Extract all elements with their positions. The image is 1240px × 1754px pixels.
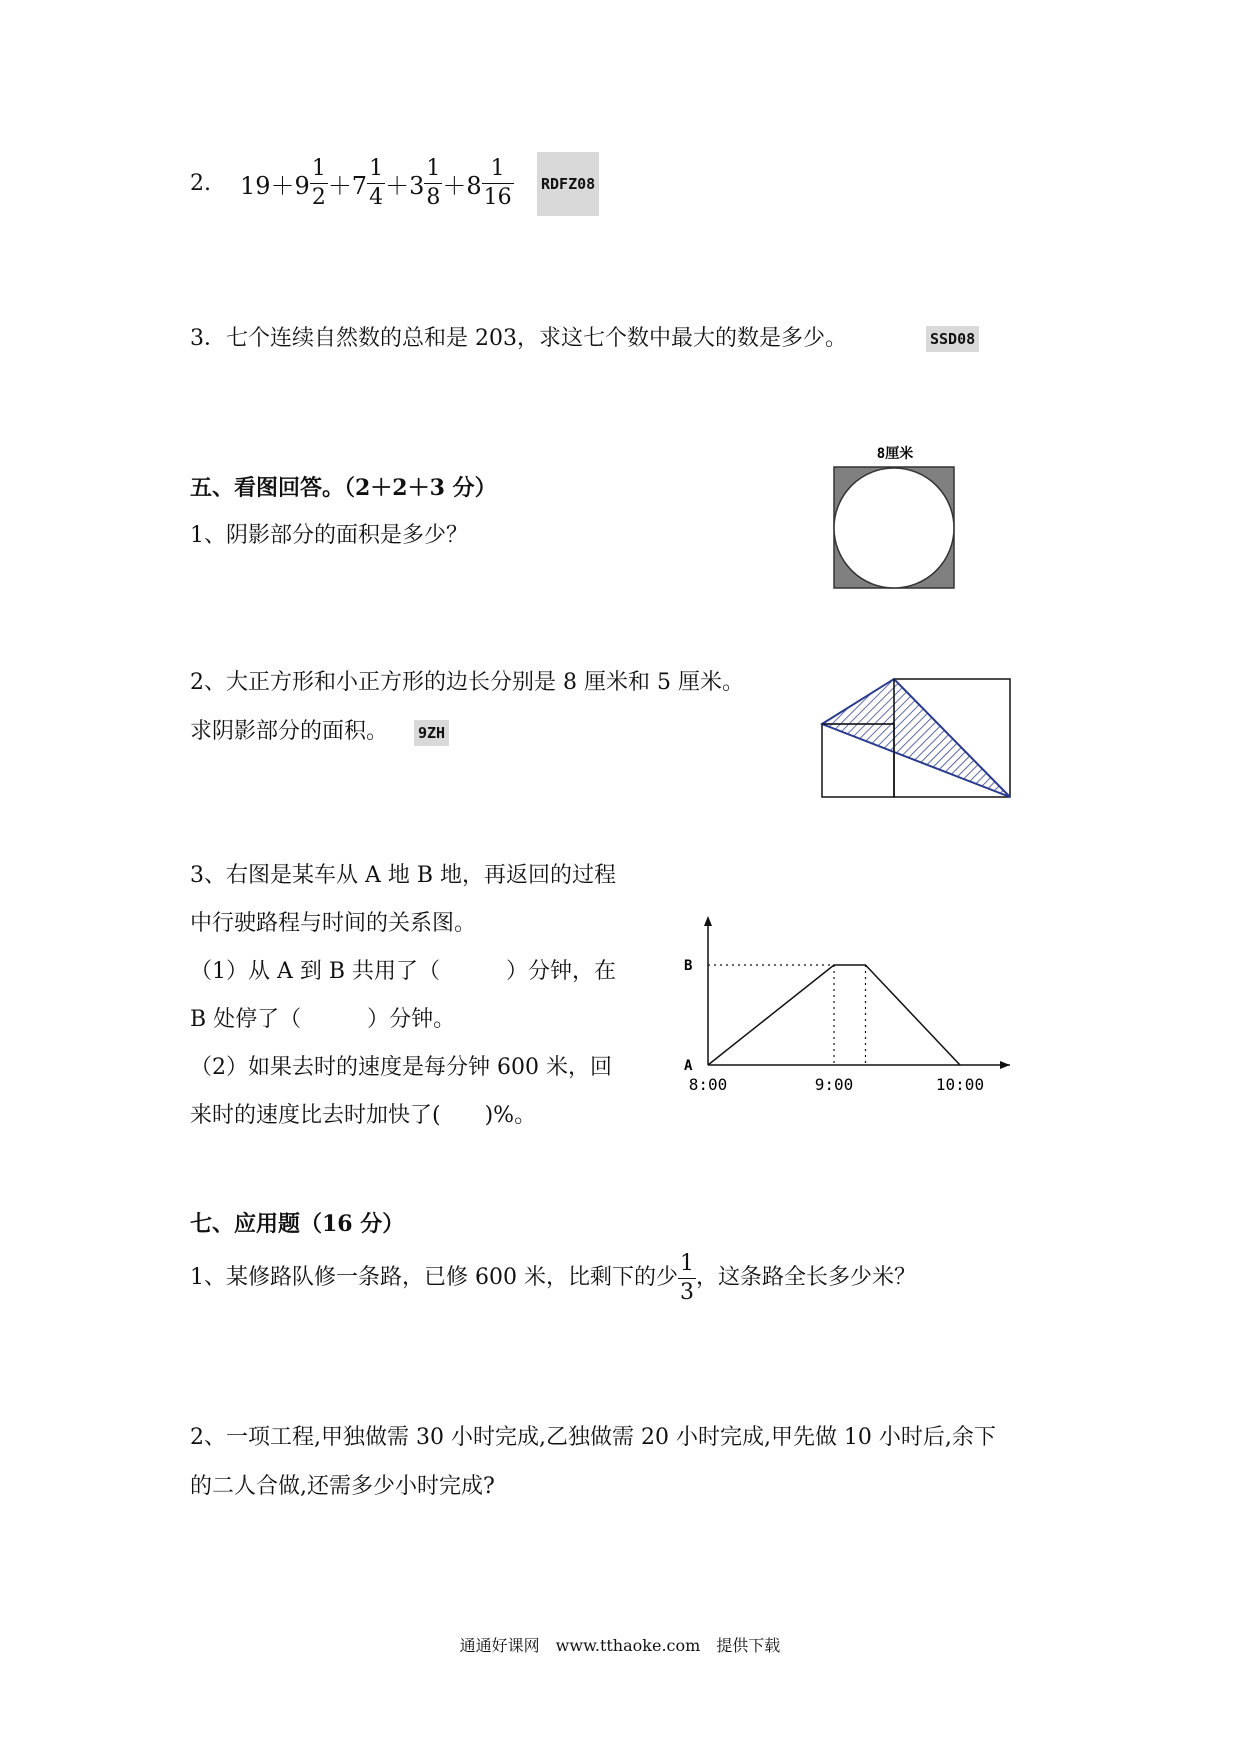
q3-text: 3．七个连续自然数的总和是 203，求这七个数中最大的数是多少。 <box>190 326 847 351</box>
square-side-label: 8厘米 <box>876 446 914 462</box>
q2-term-4: ＋8 <box>442 171 482 200</box>
section5-q3-line2: 中行驶路程与时间的关系图。 <box>190 911 477 936</box>
y-label-a: A <box>684 1058 693 1074</box>
shaded-triangle <box>822 679 1010 797</box>
x-label-1000: 10:00 <box>935 1075 985 1094</box>
inscribed-circle <box>834 468 954 588</box>
x-axis-arrow <box>1000 1061 1010 1069</box>
section7-heading: 七、应用题（16 分） <box>190 1211 405 1237</box>
y-axis-arrow <box>704 916 712 926</box>
square-circle-figure <box>820 440 970 590</box>
distance-time-chart <box>660 910 1020 1100</box>
section5-q1: 1、阴影部分的面积是多少？ <box>190 523 468 548</box>
q2-fraction-2: $\frac{1}{4}$ <box>369 155 384 210</box>
q3-tag: SSD08 <box>926 326 979 352</box>
q2-number: 2. <box>190 171 211 196</box>
section5-q3-line4: B 处停了（ ）分钟。 <box>190 1007 456 1032</box>
two-squares-figure <box>820 676 1020 802</box>
y-label-b: B <box>684 958 693 974</box>
section7-q1 <box>190 1250 916 1306</box>
section5-q3-line5: （2）如果去时的速度是每分钟 600 米，回 <box>190 1055 612 1080</box>
x-label-900: 9:00 <box>814 1075 854 1094</box>
section5-q2-tag: 9ZH <box>414 720 449 746</box>
section7-q1-fraction: $\frac{1}{3}$ <box>679 1250 694 1305</box>
q2-expression <box>240 148 514 218</box>
section7-q1-part-b: ，这条路全长多少米？ <box>695 1265 916 1290</box>
section5-q3-line6: 来时的速度比去时加快了( )%。 <box>190 1103 537 1128</box>
q2-term-2: ＋7 <box>327 171 368 200</box>
section7-q2-line2: 的二人合做,还需多少小时完成? <box>190 1474 495 1499</box>
q2-term-3: ＋3 <box>385 171 425 200</box>
section5-q2-line2: 求阴影部分的面积。 <box>190 719 389 744</box>
page-footer: 通通好课网 www.tthaoke.com 提供下载 <box>459 1636 781 1655</box>
q2-fraction-4: $\frac{1}{16}$ <box>483 155 512 210</box>
q2-fraction-1: $\frac{1}{2}$ <box>311 155 326 210</box>
x-label-800: 8:00 <box>688 1075 728 1094</box>
section5-q3-line1: 3、右图是某车从 A 地 B 地，再返回的过程 <box>190 863 617 888</box>
q2-term-1: 19＋9 <box>240 171 310 200</box>
section5-heading: 五、看图回答。（2＋2＋3 分） <box>190 475 497 501</box>
section7-q2-line1: 2、一项工程,甲独做需 30 小时完成,乙独做需 20 小时完成,甲先做 10 小时后,余下 <box>190 1425 996 1450</box>
section7-q1-part-a: 1、某修路队修一条路，已修 600 米，比剩下的少 <box>190 1265 678 1290</box>
q2-fraction-3: $\frac{1}{8}$ <box>426 155 441 210</box>
section5-q3-line3: （1）从 A 到 B 共用了（ ）分钟，在 <box>190 959 617 984</box>
q2-tag: RDFZ08 <box>537 152 599 216</box>
section5-q2-line1: 2、大正方形和小正方形的边长分别是 8 厘米和 5 厘米。 <box>190 670 744 695</box>
